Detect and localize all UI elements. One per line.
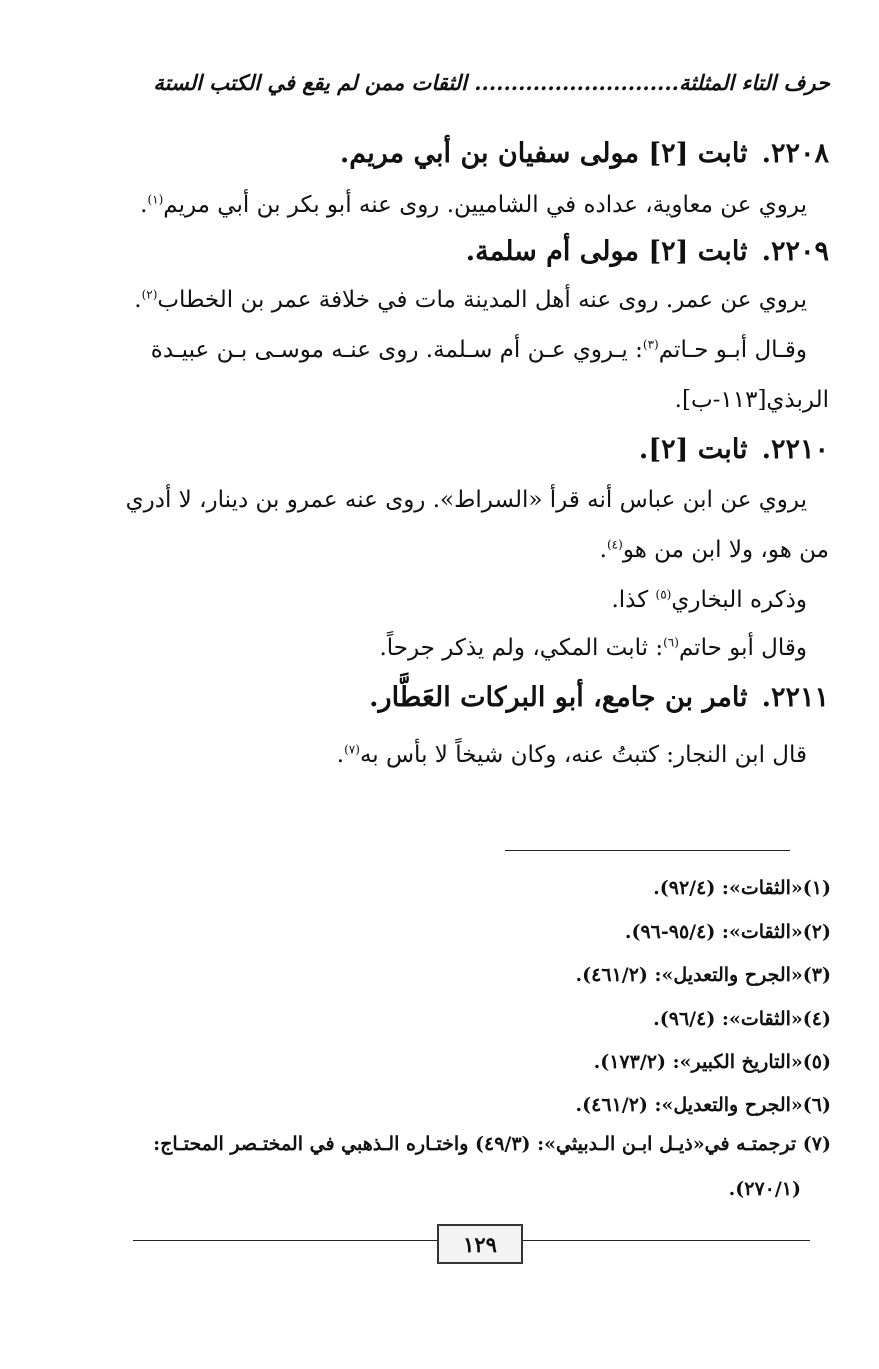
footnote-ref: (١) xyxy=(147,192,164,207)
entry-heading-2210 xyxy=(639,434,829,465)
entry-text: من هو، ولا ابن من هو$^{(٤)}$. xyxy=(599,537,829,563)
footnote-2: (٢)«الثقات»: (٩٥/٤-٩٦). xyxy=(624,921,831,943)
entry-text: وذكره البخاري$^{(٥)}$ كذا. xyxy=(611,587,807,613)
footnote-6: (٦)«الجرح والتعديل»: (٤٦١/٢). xyxy=(575,1094,831,1116)
page-number: ١٢٩ xyxy=(437,1224,523,1264)
entry-text: قال ابن النجار: كتبتُ عنه، وكان شيخاً لا بأس به$^{(٧)}$. xyxy=(336,742,807,768)
footnote-7: (٧) ترجمتـه في«ذيـل ابـن الـدبيثي»: (٤٩/٣) واختـاره الـذهبي في المختـصر المحتـاج: xyxy=(153,1133,831,1155)
bottom-rule-left xyxy=(133,1240,437,1241)
entry-number: ٢٢١١. xyxy=(761,682,829,713)
footnote-ref: (٢) xyxy=(141,287,158,302)
footnote-ref: (٣) xyxy=(642,337,659,352)
bottom-rule-right xyxy=(519,1240,810,1241)
footnote-ref: (٧) xyxy=(344,742,360,757)
entry-heading-2209 xyxy=(466,236,829,267)
entry-number: ٢٢١٠. xyxy=(761,434,829,465)
footnote-ref: (٥) xyxy=(655,587,672,602)
entry-heading-2208 xyxy=(340,138,829,169)
entry-number: ٢٢٠٩. xyxy=(761,236,829,267)
entry-name: ثابت [٢] مولى سفيان بن أبي مريم. xyxy=(339,138,748,169)
footnote-4: (٤)«الثقات»: (٩٦/٤). xyxy=(653,1008,831,1030)
running-header: حرف التاء المثلثة............................ الثقات ممن لم يقع في الكتب الستة xyxy=(153,70,830,95)
entry-name: ثابت [٢]. xyxy=(638,434,748,465)
entry-text: الربذي[١١٣-ب]. xyxy=(674,387,829,413)
entry-text: وقال أبو حاتم$^{(٦)}$: ثابت المكي، ولم يذكر جرحاً. xyxy=(379,635,807,661)
entry-text: يروي عن ابن عباس أنه قرأ «السراط». روى عنه عمرو بن دينار، لا أدري xyxy=(125,487,807,513)
footnote-ref: (٦) xyxy=(663,635,679,650)
footnote-5: (٥)«التاريخ الكبير»: (١٧٣/٢). xyxy=(593,1051,831,1073)
entry-text: يروي عن عمر. روى عنه أهل المدينة مات في خلافة عمر بن الخطاب$^{(٢)}$. xyxy=(134,287,807,313)
entry-text: وقـال أبـو حـاتم$^{(٣)}$: يـروي عـن أم سـلمة. روى عنـه موسـى بـن عبيـدة xyxy=(150,337,807,363)
footnote-separator xyxy=(505,850,790,851)
footnote-ref: (٤) xyxy=(606,537,623,552)
footnote-7-continued: (٢٧٠/١). xyxy=(728,1178,801,1200)
entry-text: يروي عن معاوية، عداده في الشاميين. روى عنه أبو بكر بن أبي مريم$^{(١)}$. xyxy=(140,192,807,218)
entry-heading-2211 xyxy=(369,682,829,713)
entry-number: ٢٢٠٨. xyxy=(761,138,829,169)
footnote-1: (١)«الثقات»: (٩٢/٤). xyxy=(653,877,831,899)
entry-name: ثامر بن جامع، أبو البركات العَطَّار. xyxy=(369,682,748,713)
footnote-3: (٣)«الجرح والتعديل»: (٤٦١/٢). xyxy=(575,964,831,986)
entry-name: ثابت [٢] مولى أم سلمة. xyxy=(465,236,748,267)
